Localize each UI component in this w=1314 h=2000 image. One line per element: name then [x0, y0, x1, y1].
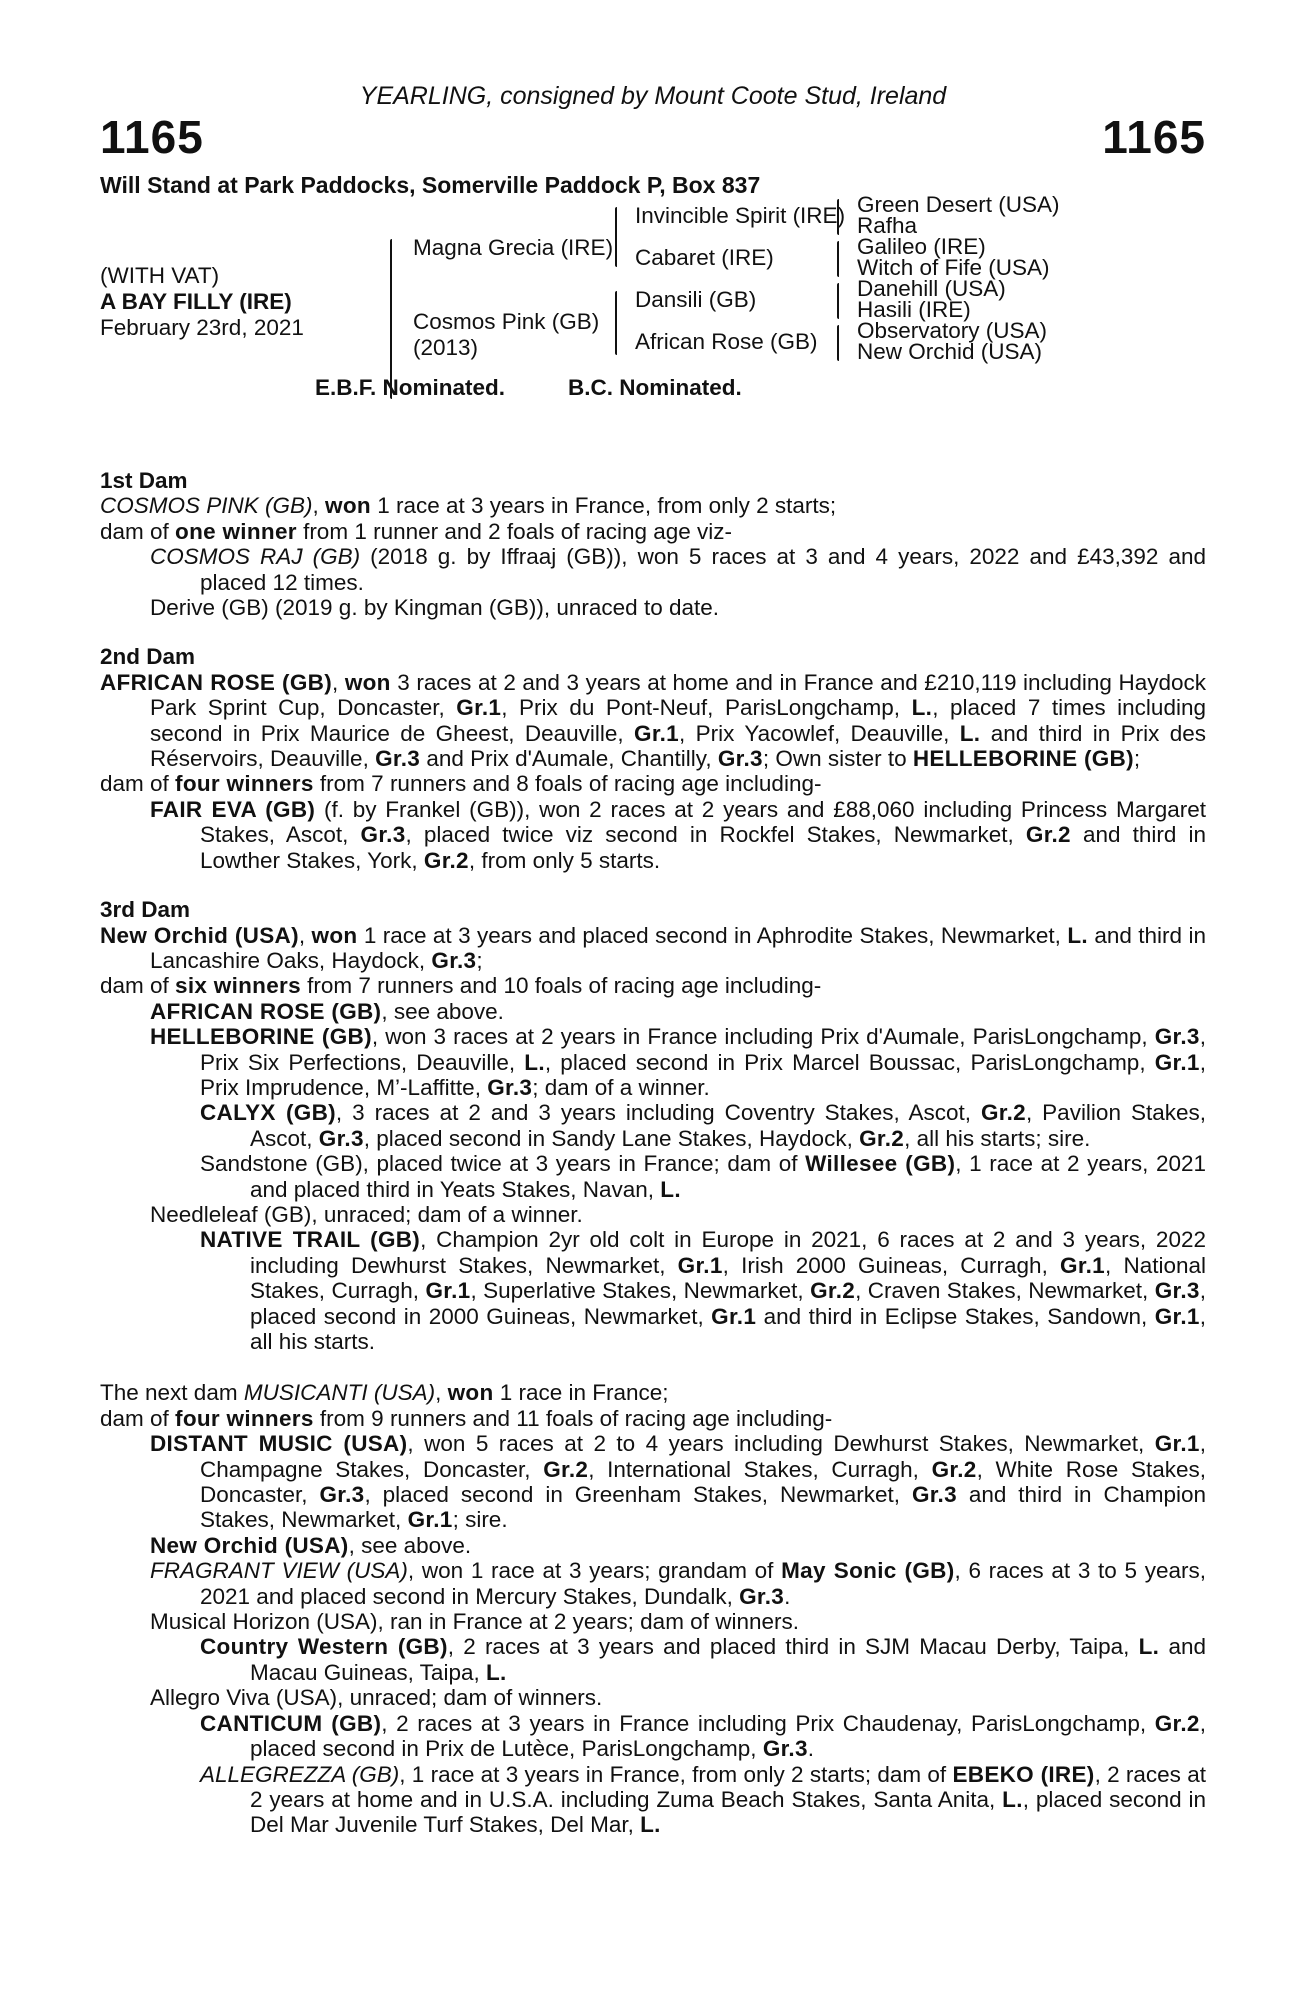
subject-name: A BAY FILLY (IRE) [100, 289, 292, 314]
produce-entry: Allegro Viva (USA), unraced; dam of winners. [150, 1685, 603, 1711]
brace-dam [615, 291, 617, 355]
produce-entry: COSMOS RAJ (GB) (2018 g. by Iffraaj (GB)), won 5 races at 3 and 4 years, 2022 and £43,392 and placed 12 times. [150, 544, 1206, 595]
produce-entry: AFRICAN ROSE (GB), see above. [150, 998, 504, 1024]
brace-sire [615, 207, 617, 267]
foaling-date: February 23rd, 2021 [100, 315, 304, 340]
dam: Cosmos Pink (GB) [413, 309, 600, 334]
bc-nomination: B.C. Nominated. [568, 375, 742, 400]
vat-note: (WITH VAT) [100, 263, 220, 288]
section-heading: 2nd Dam [100, 644, 196, 670]
catalogue-page [100, 82, 1206, 1838]
gen3-6: Hasili (IRE) [857, 297, 971, 322]
sire-sire: Invincible Spirit (IRE) [635, 203, 846, 228]
produce-entry: CALYX (GB), 3 races at 2 and 3 years including Coventry Stakes, Ascot, Gr.2, Pavilion Stakes, Ascot, Gr.3, placed second in Sandy Lane Stakes, Haydock, Gr.2, all his starts; sire. [200, 1100, 1206, 1151]
produce-entry: ALLEGREZZA (GB), 1 race at 3 years in France, from only 2 starts; dam of EBEKO (IRE), 2 races at 2 years at home and in U.S.A. including Zuma Beach Stakes, Santa Anita, L., placed second in Del Mar Juvenile Turf Stakes, Del Mar, L. [200, 1761, 1207, 1838]
produce-entry: DISTANT MUSIC (USA), won 5 races at 2 to 4 years including Dewhurst Stakes, Newmarket, Gr.1, Champagne Stakes, Doncaster, Gr.2, International Stakes, Curragh, Gr.2, White Rose Stakes, Doncaster, Gr.3, placed second in Greenham Stakes, Newmarket, Gr.3 and third in Champion Stakes, Newmarket, Gr.1; sire. [150, 1431, 1206, 1533]
dam-sire: Dansili (GB) [635, 287, 757, 312]
dam-year: (2013) [413, 335, 479, 360]
gen3-7: Observatory (USA) [857, 318, 1048, 343]
dam-produce-summary: dam of six winners from 7 runners and 10 foals of racing age including- [100, 973, 822, 999]
dam-line: AFRICAN ROSE (GB), won 3 races at 2 and 3 years at home and in France and £210,119 including Haydock Park Sprint Cup, Doncaster, Gr.1, Prix du Pont-Neuf, ParisLongchamp, L., placed 7 times including second in Prix Maurice de Gheest, Deauville, Gr.1, Prix Yacowlef, Deauville, L. and third in Prix des Réservoirs, Deauville, Gr.3 and Prix d'Aumale, Chantilly, Gr.3; Own sister to HELLEBORINE (GB); [100, 669, 1207, 772]
sire-dam: Cabaret (IRE) [635, 245, 774, 270]
dam-line: New Orchid (USA), won 1 race at 3 years and placed second in Aphrodite Stakes, Newmarket, L. and third in Lancashire Oaks, Haydock, Gr.3; [100, 922, 1206, 973]
produce-entry: FAIR EVA (GB) (f. by Frankel (GB)), won 2 races at 2 years and £88,060 including Princess Margaret Stakes, Ascot, Gr.3, placed twice viz second in Rockfel Stakes, Newmarket, Gr.2 and third in Lowther Stakes, York, Gr.2, from only 5 starts. [150, 796, 1206, 873]
gen3-3: Galileo (IRE) [857, 234, 986, 259]
lot-number-left: 1165 [100, 111, 204, 163]
brace-ds [837, 283, 839, 319]
section-heading: 1st Dam [100, 468, 188, 493]
third-dam-section [100, 897, 1206, 1354]
first-dam-section [100, 468, 1206, 620]
gen3-8: New Orchid (USA) [857, 339, 1043, 364]
produce-entry: Sandstone (GB), placed twice at 3 years in France; dam of Willesee (GB), 1 race at 2 years, 2021 and placed third in Yeats Stakes, Navan, L. [200, 1151, 1206, 1202]
section-heading: 3rd Dam [100, 897, 191, 923]
gen3-1: Green Desert (USA) [857, 192, 1060, 217]
brace-dd [837, 325, 839, 361]
gen3-2: Rafha [857, 213, 918, 238]
brace-ss [837, 199, 839, 235]
sire: Magna Grecia (IRE) [413, 235, 614, 260]
ebf-nomination: E.B.F. Nominated. [315, 375, 506, 400]
produce-entry: New Orchid (USA), see above. [150, 1532, 472, 1558]
produce-entry: Derive (GB) (2019 g. by Kingman (GB)), unraced to date. [150, 595, 720, 621]
dam-produce-summary: dam of four winners from 7 runners and 8 foals of racing age including- [100, 771, 822, 797]
lot-number-right: 1165 [1102, 111, 1206, 163]
brace-sd [837, 241, 839, 277]
produce-entry: Musical Horizon (USA), ran in France at 2 years; dam of winners. [150, 1609, 799, 1635]
second-dam-section [100, 644, 1206, 873]
produce-entry: CANTICUM (GB), 2 races at 3 years in France including Prix Chaudenay, ParisLongchamp, Gr.2, placed second in Prix de Lutèce, ParisLongchamp, Gr.3. [200, 1710, 1206, 1762]
dam-produce-summary: dam of four winners from 9 runners and 11 foals of racing age including- [100, 1405, 833, 1431]
pedigree-tree [100, 192, 1206, 444]
gen3-5: Danehill (USA) [857, 276, 1006, 301]
produce-entry: FRAGRANT VIEW (USA), won 1 race at 3 years; grandam of May Sonic (GB), 6 races at 3 to 5 years, 2021 and placed second in Mercury Stakes, Dundalk, Gr.3. [150, 1558, 1207, 1609]
produce-entry: NATIVE TRAIL (GB), Champion 2yr old colt in Europe in 2021, 6 races at 2 and 3 years, 2022 including Dewhurst Stakes, Newmarket, Gr.1, Irish 2000 Guineas, Curragh, Gr.1, National Stakes, Curragh, Gr.1, Superlative Stakes, Newmarket, Gr.2, Craven Stakes, Newmarket, Gr.3, placed second in 2000 Guineas, Newmarket, Gr.1 and third in Eclipse Stakes, Sandown, Gr.1, all his starts. [200, 1227, 1206, 1354]
gen3-4: Witch of Fife (USA) [857, 255, 1050, 280]
next-dam-section [100, 1380, 1206, 1837]
dam-produce-summary: dam of one winner from 1 runner and 2 foals of racing age viz- [100, 518, 733, 544]
lot-line [100, 111, 1206, 170]
dam-dam: African Rose (GB) [635, 329, 818, 354]
dam-line: COSMOS PINK (GB), won 1 race at 3 years in France, from only 2 starts; [100, 493, 837, 519]
consignor-line: YEARLING, consigned by Mount Coote Stud, Ireland [359, 82, 947, 110]
produce-entry: HELLEBORINE (GB), won 3 races at 2 years in France including Prix d'Aumale, ParisLongchamp, Gr.3, Prix Six Perfections, Deauville, L., placed second in Prix Marcel Boussac, ParisLongchamp, Gr.1, Prix Imprudence, M’-Laffitte, Gr.3; dam of a winner. [150, 1024, 1206, 1100]
produce-entry: Country Western (GB), 2 races at 3 years and placed third in SJM Macau Derby, Taipa, L. and Macau Guineas, Taipa, L. [200, 1634, 1206, 1685]
stabling-line: Will Stand at Park Paddocks, Somerville Paddock P, Box 837 [100, 172, 761, 198]
produce-entry: Needleleaf (GB), unraced; dam of a winner. [150, 1201, 583, 1227]
dam-line: The next dam MUSICANTI (USA), won 1 race in France; [100, 1380, 669, 1406]
